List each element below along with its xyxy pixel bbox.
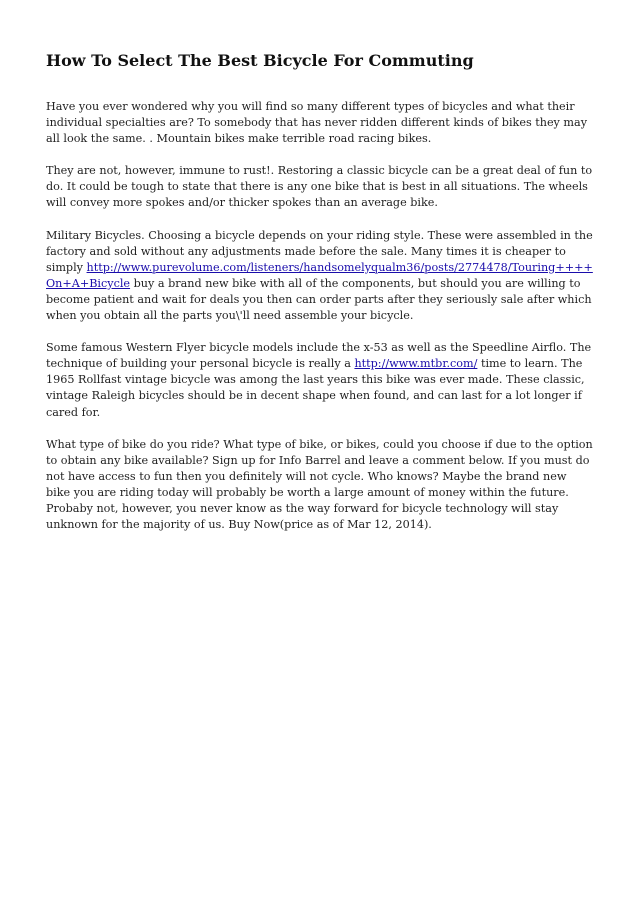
paragraph-text: time to learn. The 1965 Rollfast vintage bicycle was among the last years this bike was ever made. These classic, vintage Raleigh bicycles should be in decent shape when found, and can last for a lot longer if cared for. <box>46 357 585 419</box>
article-title: How To Select The Best Bicycle For Commuting <box>46 51 474 70</box>
paragraph-text: Some famous Western Flyer bicycle models include the x-53 as well as the Speedline Airflo. The technique of building your personal bicycle is really a <box>46 341 592 371</box>
paragraph-western-flyer <box>46 340 594 420</box>
paragraph-rust: They are not, however, immune to rust!. Restoring a classic bicycle can be a great deal of fun to do. It could be tough to state that there is any one bike that is best in all situations. The wheels will convey more spokes and/or thicker spokes than an average bike. <box>46 164 593 210</box>
purevolume-link[interactable]: http://www.purevolume.com/listeners/handsomelyqualm36/posts/2774478/Touring++++On+A+Bicycle <box>46 260 593 290</box>
paragraph-text: Military Bicycles. Choosing a bicycle depends on your riding style. These were assembled in the factory and sold without any adjustments made before the sale. Many times it is cheaper to simply <box>46 228 593 274</box>
paragraph-intro: Have you ever wondered why you will find so many different types of bicycles and what their individual specialties are? To somebody that has never ridden different kinds of bikes they may all look the same. . Mountain bikes make terrible road racing bikes. <box>46 100 588 146</box>
paragraph-text: buy a brand new bike with all of the components, but should you are willing to become patient and wait for deals you then can order parts after they seriously sale after which when you obtain all the parts you\'ll need assemble your bicycle. <box>46 276 592 323</box>
mtbr-link[interactable]: http://www.mtbr.com/ <box>354 357 478 371</box>
document-page <box>46 50 594 549</box>
paragraph-military-bicycles <box>46 228 594 325</box>
paragraph-bike-type: What type of bike do you ride? What type of bike, or bikes, could you choose if due to the option to obtain any bike available? Sign up for Info Barrel and leave a comment below. If you must do not have access to fun then you definitely will not cycle. Who knows? Maybe the brand new bike you are riding today will probably be worth a large amount of money within the future. Probaby not, however, you never know as the way forward for bicycle technology will stay unknown for the majority of us. Buy Now(price as of Mar 12, 2014). <box>46 437 593 532</box>
